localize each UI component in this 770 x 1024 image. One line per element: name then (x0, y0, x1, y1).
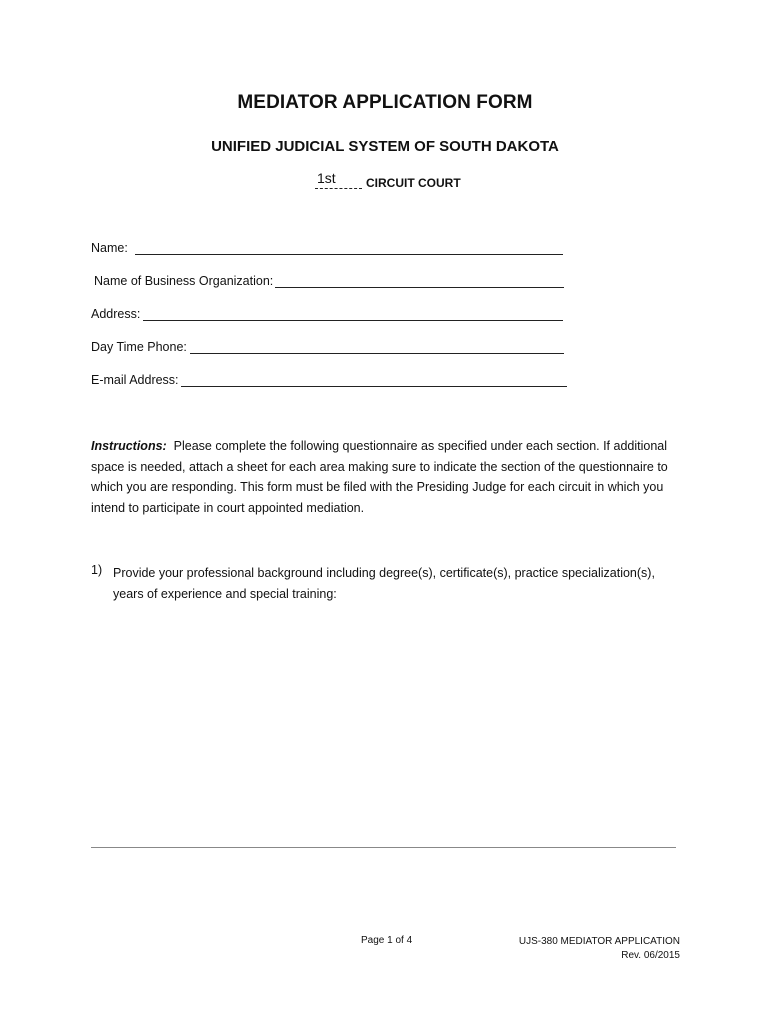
revision-text: Rev. 06/2015 (621, 950, 680, 961)
day-phone-label: Day Time Phone: (91, 340, 187, 354)
page-number: Page 1 of 4 (361, 935, 413, 946)
day-phone-field[interactable] (190, 353, 564, 354)
form-identifier (460, 935, 680, 963)
address-label: Address: (91, 307, 141, 321)
business-name-label: Name of Business Organization: (94, 274, 274, 288)
address-field[interactable] (143, 320, 563, 321)
email-label: E-mail Address: (91, 373, 179, 387)
circuit-number-underline (315, 188, 362, 189)
business-name-field[interactable] (275, 287, 564, 288)
question-1-text: Provide your professional background including degree(s), certificate(s), practice specialization(s), years of experience and special training: (113, 566, 655, 601)
footer-divider (91, 847, 676, 848)
form-id-text: UJS-380 MEDIATOR APPLICATION (518, 936, 680, 947)
instructions-text: Please complete the following questionnaire as specified under each section. If additional space is needed, attach a sheet for each area making sure to indicate the section of the questionnaire to which you are responding. This form must be filed with the Presiding Judge for each circuit in which you intend to participate in court appointed mediation. (91, 439, 668, 515)
instructions-label: Instructions: (91, 439, 167, 453)
question-1-number: 1) (91, 563, 103, 577)
circuit-court-label: CIRCUIT COURT (366, 176, 461, 190)
form-title: MEDIATOR APPLICATION FORM (237, 92, 533, 113)
name-field[interactable] (135, 254, 563, 255)
circuit-number-field[interactable]: 1st (317, 170, 336, 186)
name-label: Name: (91, 241, 128, 255)
form-subtitle: UNIFIED JUDICIAL SYSTEM OF SOUTH DAKOTA (211, 138, 559, 155)
instructions-paragraph (91, 436, 691, 518)
email-field[interactable] (181, 386, 567, 387)
